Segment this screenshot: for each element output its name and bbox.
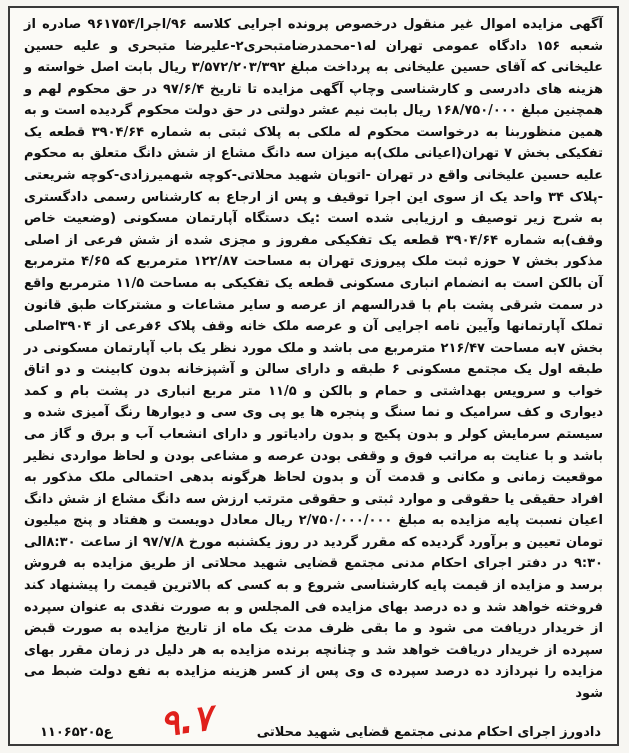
red-handwritten-mark: ۹.۷	[157, 697, 215, 746]
issuing-office: دادورز اجرای احکام مدنی مجتمع قضایی شهید محلاتی	[256, 725, 601, 740]
notice-id: ع۱۱۰۶۵۲۰۵	[40, 725, 113, 740]
notice-frame	[8, 6, 619, 746]
notice-footer	[40, 718, 601, 740]
notice-body: آگهی مزایده اموال غیر منقول درخصوص پرونده اجرایی کلاسه ۹۶/اجرا/۹۶۱۷۵۴ صادره از شعبه ۱۵۶ دادگاه عمومی تهران له۱-محمدرضامتبحری۲-علیرضا متبحری و علیه حسین علیخانی که آقای حسین علیخانی به پرداخت مبلغ ۳/۵۷۲/۲۰۳/۳۹۲ ریال بابت اصل خواسته و هزینه های دادرسی و کارشناسی وچاپ آگهی مزایده تا تاریخ ۹۷/۶/۴ در حق محکوم لهم و همچنین مبلغ ۱۶۸/۷۵۰/۰۰۰ ریال بابت نیم عشر دولتی در حق دولت محکوم گردیده است و به همین منظوربنا به درخواست محکوم له ملکی به پلاک ثبتی به شماره ۳۹۰۴/۶۴ قطعه یک تفکیکی بخش ۷ تهران(اعیانی ملک)به میزان سه دانگ مشاع از شش دانگ متعلق به محکوم علیه حسین علیخانی واقع در تهران -اتوبان شهید محلاتی-کوچه شهمیرزادی-کوچه شریعتی -پلاک ۳۴ واحد یک از سوی این اجرا توقیف و پس از ارجاع به کارشناس رسمی دادگستری به شرح زیر توصیف و ارزیابی شده است :یک دستگاه آپارتمان مسکونی (وضعیت خاص وقف)به شماره ۳۹۰۴/۶۴ قطعه یک تفکیکی مفروز و مجزی شده از شش فرعی از اصلی مذکور بخش ۷ حوزه ثبت ملک پیروزی تهران به مساحت ۱۲۲/۸۷ مترمربع که ۴/۶۵ مترمربع آن بالکن است به انضمام انباری مسکونی قطعه یک تفکیکی به مساحت ۱۱/۵ مترمربع واقع در سمت شرقی پشت بام با قدرالسهم از عرصه و سایر مشاعات و مشترکات طبق قانون تملک آپارتمانها وآیین نامه اجرایی آن و عرصه ملک خانه وقف پلاک ۶فرعی از ۳۹۰۴اصلی بخش ۷به مساحت ۲۱۶/۴۷ مترمربع می باشد و ملک مورد نظر یک باب آپارتمان مسکونی در طبقه اول یک مجتمع مسکونی ۶ طبقه و دارای سالن و آشپزخانه بدون کابینت و دو اتاق خواب و سرویس بهداشتی و حمام و بالکن و ۱۱/۵ متر مربع انباری در پشت بام و کمد دیواری و کف سرامیک و نما سنگ و پنجره ها یو پی وی سی و دیوارها رنگ آمیزی شده و سیستم سرمایش کولر و بدون پکیج و بدون رادیاتور و دارای انشعاب آب و برق و گاز می باشد و با عنایت به مراتب فوق و وقفی بودن عرصه و مشاعی بودن و لحاظ مواردی نظیر موقعیت زمانی و مکانی و قدمت آن و بدون لحاظ هرگونه بدهی احتمالی ملک مذکور به افراد حقیقی یا حقوقی و موارد ثبتی و حقوقی مترتب ارزش سه دانگ مشاع از شش دانگ اعیان نسبت پایه مزایده به مبلغ ۲/۷۵۰/۰۰۰/۰۰۰ ریال معادل دویست و هفتاد و پنج میلیون تومان تعیین و برآورد گردیده که مقرر گردید در روز یکشنبه مورخ ۹۷/۷/۸ از ساعت ۸:۳۰الی ۹:۳۰ در دفتر اجرای احکام مدنی مجتمع قضایی شهید محلاتی از طریق مزایده به فروش برسد و مزایده از قیمت پایه کارشناسی شروع و به کسی که بالاترین قیمت را پیشنهاد کند فروخته خواهد شد و ده درصد بهای مزایده فی المجلس و به صورت نقدی به عنوان سپرده از خریدار دریافت می شود و ما بقی ظرف مدت یک ماه از تاریخ مزایده به صورت قبض سپرده از خریدار دریافت خواهد شد و چنانچه برنده مزایده به هر دلیل در زمان مقرر بهای مزایده را نپردازد ده درصد سپرده ی وی پس از کسر هزینه مزایده به نفع دولت ضبط می شود	[24, 17, 604, 701]
